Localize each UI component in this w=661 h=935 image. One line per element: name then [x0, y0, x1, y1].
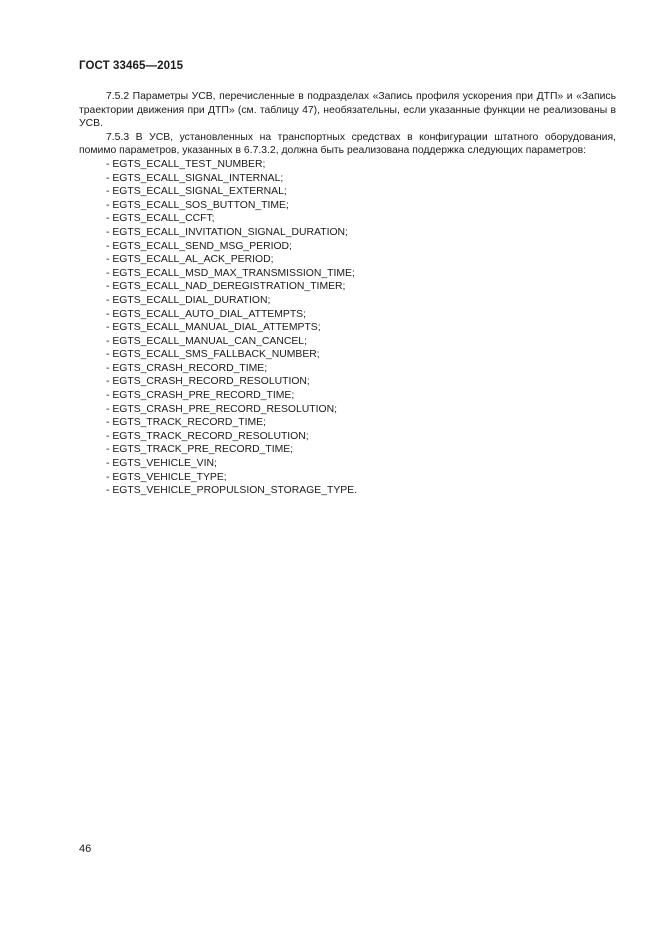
list-item: - EGTS_CRASH_RECORD_RESOLUTION; — [106, 376, 310, 388]
page-number: 46 — [79, 843, 92, 855]
list-item: - EGTS_VEHICLE_PROPULSION_STORAGE_TYPE. — [106, 485, 357, 497]
list-item: - EGTS_ECALL_SIGNAL_EXTERNAL; — [106, 186, 287, 198]
list-item: - EGTS_ECALL_DIAL_DURATION; — [106, 294, 271, 306]
list-item: - EGTS_ECALL_MANUAL_DIAL_ATTEMPTS; — [106, 322, 321, 334]
standard-header: ГОСТ 33465—2015 — [79, 60, 184, 72]
document-body — [79, 90, 616, 498]
list-item: - EGTS_ECALL_AUTO_DIAL_ATTEMPTS; — [106, 308, 306, 320]
list-item: - EGTS_ECALL_SIGNAL_INTERNAL; — [106, 172, 284, 184]
list-item: - EGTS_ECALL_SMS_FALLBACK_NUMBER; — [106, 349, 320, 361]
list-item: - EGTS_ECALL_TEST_NUMBER; — [106, 158, 266, 170]
list-item: - EGTS_VEHICLE_TYPE; — [106, 471, 227, 483]
list-item: - EGTS_TRACK_RECORD_TIME; — [106, 417, 266, 429]
list-item: - EGTS_ECALL_MANUAL_CAN_CANCEL; — [106, 335, 307, 347]
list-item: - EGTS_ECALL_NAD_DEREGISTRATION_TIMER; — [106, 281, 346, 293]
paragraph-7-5-2: 7.5.2 Параметры УСВ, перечисленные в подразделах «Запись профиля ускорения при ДТП» и «Запись траектории движения при ДТП» (см. таблицу 47), необязательны, если указанные функции не реализованы в УСВ. — [79, 91, 616, 130]
list-item: - EGTS_ECALL_SEND_MSG_PERIOD; — [106, 240, 292, 252]
list-item: - EGTS_CRASH_PRE_RECORD_RESOLUTION; — [106, 403, 337, 415]
list-item: - EGTS_ECALL_CCFT; — [106, 213, 215, 225]
list-item: - EGTS_VEHICLE_VIN; — [106, 458, 217, 470]
list-item: - EGTS_ECALL_INVITATION_SIGNAL_DURATION; — [106, 226, 348, 238]
list-item: - EGTS_CRASH_PRE_RECORD_TIME; — [106, 390, 295, 402]
paragraph-7-5-3: 7.5.3 В УСВ, установленных на транспортных средствах в конфигурации штатного оборудования, помимо параметров, указанных в 6.7.3.2, должна быть реализована поддержка следующих параметров: — [79, 131, 616, 157]
list-item: - EGTS_CRASH_RECORD_TIME; — [106, 362, 268, 374]
list-item: - EGTS_TRACK_RECORD_RESOLUTION; — [106, 430, 309, 442]
list-item: - EGTS_TRACK_PRE_RECORD_TIME; — [106, 444, 294, 456]
list-item: - EGTS_ECALL_MSD_MAX_TRANSMISSION_TIME; — [106, 267, 355, 279]
list-item: - EGTS_ECALL_AL_ACK_PERIOD; — [106, 254, 274, 266]
parameter-list — [79, 158, 616, 498]
list-item: - EGTS_ECALL_SOS_BUTTON_TIME; — [106, 199, 289, 211]
